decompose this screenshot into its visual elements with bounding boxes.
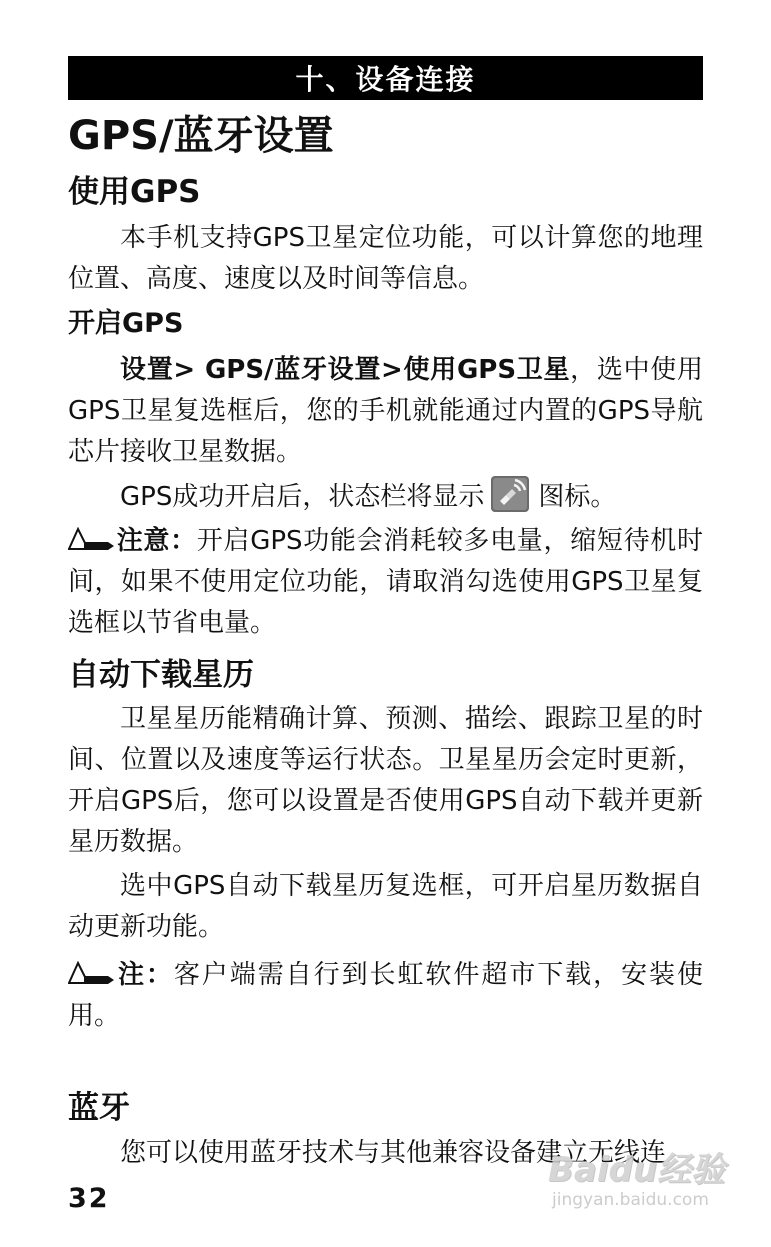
settings-path: 设置> GPS/蓝牙设置>使用GPS卫星 [120,355,571,385]
paragraph-status-icon [68,475,703,518]
page-title: GPS/蓝牙设置 [68,113,334,159]
note-label: 注意： [116,526,197,556]
note-text: 开启GPS功能会消耗较多电量，缩短待机时间，如果不使用定位功能，请取消勾选使用GPS卫星复选框以节省电量。 [68,526,703,638]
section-heading-auto-ephemeris: 自动下载星历 [68,657,254,693]
paragraph-gps-intro: 本手机支持GPS卫星定位功能，可以计算您的地理位置、高度、速度以及时间等信息。 [68,223,703,294]
gps-status-icon [490,475,530,513]
status-text-before: GPS成功开启后，状态栏将显示 [120,482,485,512]
note-ephemeris [68,955,703,1037]
watermark-logo: Baidu经验 [548,1150,726,1190]
paragraph-enable-gps [68,350,703,473]
paragraph-ephemeris: 卫星星历能精确计算、预测、描绘、跟踪卫星的时间、位置以及速度等运行状态。卫星星历会定时更新，开启GPS后，您可以设置是否使用GPS自动下载并更新星历数据。 [68,704,703,857]
chapter-header [68,56,703,100]
enable-gps-text: ，选中使用GPS卫星复选框后，您的手机就能通过内置的GPS导航芯片接收卫星数据。 [68,355,703,467]
section-heading-enable-gps: 开启GPS [68,308,184,339]
note-pen-icon [68,961,116,987]
section-heading-use-gps: 使用GPS [68,174,201,210]
note-pen-icon [68,527,116,553]
chapter-title: 十、设备连接 [295,63,476,96]
note-enable-gps [68,521,703,644]
note-text: 客户端需自行到长虹软件超市下载，安装使用。 [68,960,703,1031]
status-text-after: 图标。 [538,482,617,512]
note-label: 注： [116,960,174,990]
paragraph-bluetooth: 您可以使用蓝牙技术与其他兼容设备建立无线连 [120,1138,667,1168]
paragraph-ephemeris-checkbox: 选中GPS自动下载星历复选框，可开启星历数据自动更新功能。 [68,871,703,942]
section-heading-bluetooth: 蓝牙 [68,1090,130,1126]
page-number: 32 [68,1183,110,1214]
baidu-watermark [548,1142,728,1220]
watermark-url: jingyan.baidu.com [552,1190,709,1210]
